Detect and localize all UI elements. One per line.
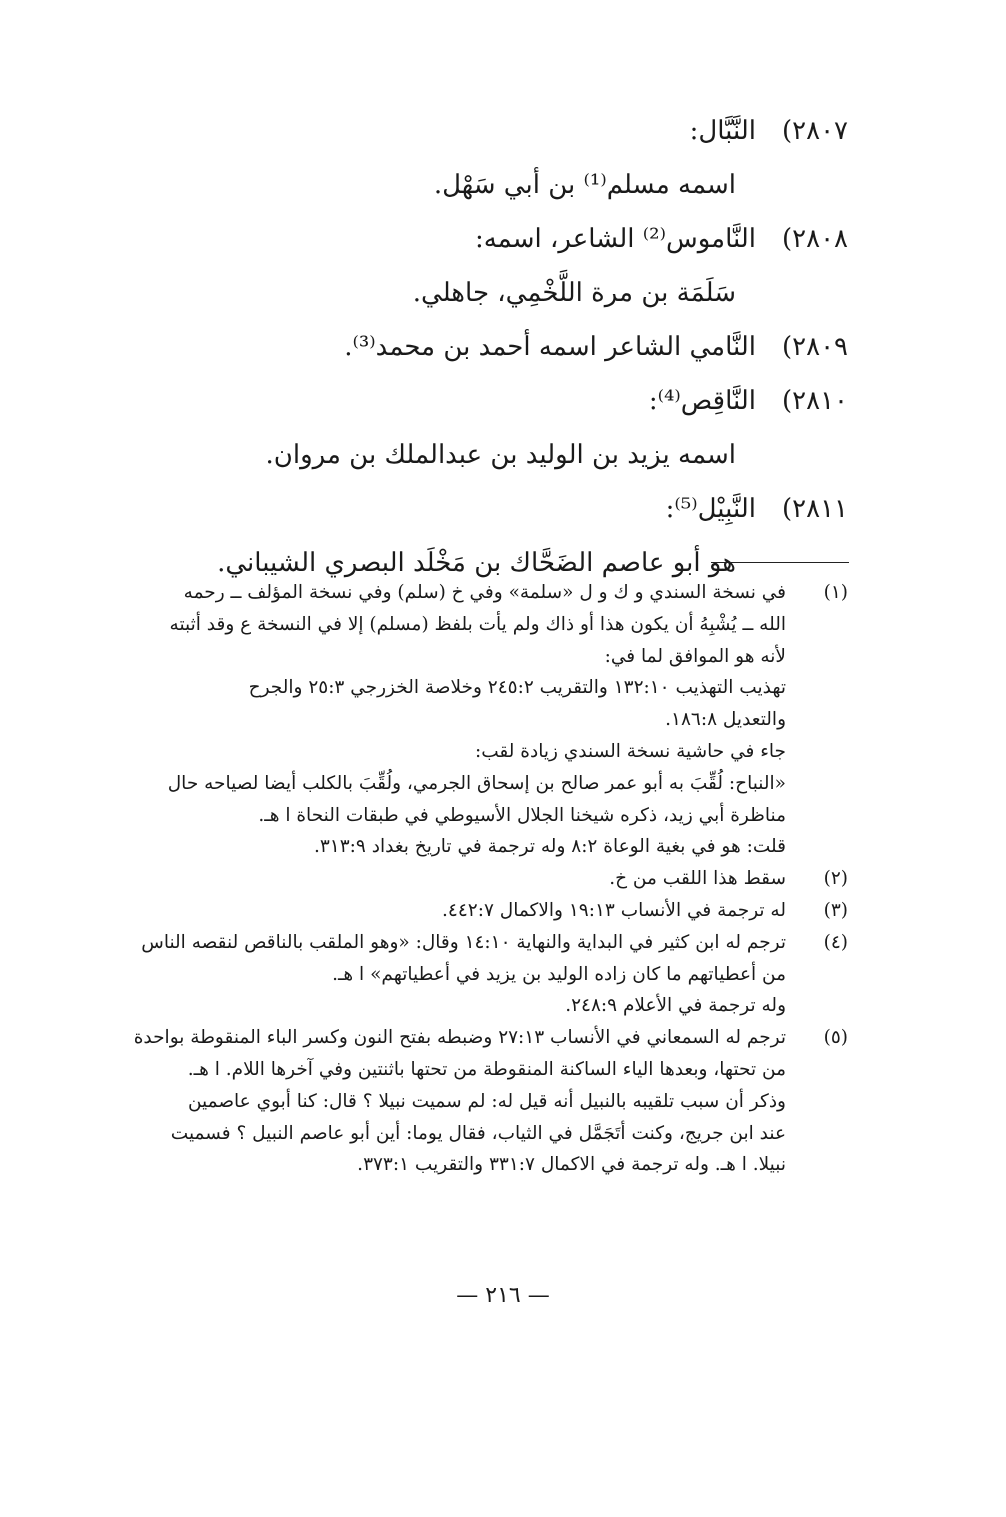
footnote-line: الله ــ يُشْبِهُ أن يكون هذا أو ذاك ولم يأت بلفظ (مسلم) إلا في النسخة ع وقد أثبته: [169, 613, 786, 635]
entry-title: النَّبِيْل⁽⁵⁾:: [665, 494, 756, 524]
footnote-line: والتعديل ١٨٦:٨.: [665, 709, 786, 731]
footnote-line: (٥) ترجم له السمعاني في الأنساب ٢٧:١٣ وضبطه بفتح النون وكسر الباء المنقوطة بواحدة: [136, 1025, 848, 1051]
footnote-line: (٢) سقط هذا اللقب من خ.: [136, 866, 848, 892]
entry-number: ٢٨٠٧): [781, 116, 848, 146]
entry-2807-heading: [128, 112, 848, 150]
footnote-line: وذكر أن سبب تلقيبه بالنبيل أنه قيل له: لم سميت نبيلا ؟ قال: كنا أبوي عاصمين: [187, 1090, 786, 1112]
footnote-number: (٤): [823, 931, 848, 953]
footnotes: [133, 580, 848, 1184]
entry-2807-body: اسمه مسلم⁽¹⁾ بن أبي سَهْل.: [433, 170, 736, 200]
entries-list: [128, 112, 848, 598]
page-number: — ٢١٦ —: [456, 1283, 550, 1308]
entry-title: النَّامي الشاعر اسمه أحمد بن محمد⁽³⁾.: [344, 332, 756, 362]
entry-title: النَّاموس⁽²⁾ الشاعر، اسمه:: [474, 224, 756, 254]
entry-2810-heading: [128, 382, 848, 420]
entry-2811-heading: [128, 490, 848, 528]
footnote-line: من أعطياتهم ما كان زاده الوليد بن يزيد في أعطياتهم» ا هـ.: [332, 963, 786, 985]
footnote-line: نبيلا. ا هـ. وله ترجمة في الاكمال ٣٣١:٧ والتقريب ٣٧٣:١.: [357, 1154, 786, 1176]
entry-number: ٢٨١٠): [781, 386, 848, 416]
entry-2808-heading: [128, 220, 848, 258]
footnote-line: مناظرة أبي زيد، ذكره شيخنا الجلال الأسيوطي في طبقات النحاة ا هـ.: [258, 804, 786, 826]
footnote-line: من تحتها، وبعدها الياء الساكنة المنقوطة من تحتها باثنتين وفي آخرها اللام. ا هـ.: [187, 1058, 786, 1080]
entry-2809-heading: [128, 328, 848, 366]
entry-title: النَّاقِص⁽⁴⁾:: [648, 386, 756, 416]
footnote-number: (٥): [823, 1027, 848, 1049]
footnote-number: (٢): [823, 868, 848, 890]
footnote-line: لأنه هو الموافق لما في:: [604, 645, 786, 667]
footnote-line: تهذيب التهذيب ١٣٢:١٠ والتقريب ٢٤٥:٢ وخلاصة الخزرجي ٢٥:٣ والجرح: [248, 677, 786, 699]
entry-2810-body: اسمه يزيد بن الوليد بن عبدالملك بن مروان.: [265, 440, 736, 470]
footnote-line: «النباح: لُقِّبَ به أبو عمر صالح بن إسحاق الجرمي، ولُقِّبَ بالكلب أيضا لصياحه حال: [167, 772, 786, 794]
entry-number: ٢٨١١): [781, 494, 848, 524]
footnote-line: عند ابن جريج، وكنت أتَجَمَّل في الثياب، فقال يوما: أين أبو عاصم النبيل ؟ فسميت: [170, 1122, 786, 1144]
entry-2808-body: سَلَمَة بن مرة اللَّخْمِي، جاهلي.: [412, 278, 736, 308]
footnote-line: (١) في نسخة السندي و ك و ل «سلمة» وفي خ (سلم) وفي نسخة المؤلف ــ رحمه: [136, 580, 848, 606]
entry-number: ٢٨٠٨): [781, 224, 848, 254]
footnote-line: (٤) ترجم له ابن كثير في البداية والنهاية ١٤:١٠ وقال: «وهو الملقب بالناقص لنقصه الناس: [136, 930, 848, 956]
entry-title: النَّبَّال:: [689, 116, 756, 146]
footnote-line: جاء في حاشية نسخة السندي زيادة لقب:: [474, 740, 786, 762]
entry-number: ٢٨٠٩): [781, 332, 848, 362]
footnote-separator: [711, 562, 849, 563]
footnote-number: (١): [823, 582, 848, 603]
footnote-line: قلت: هو في بغية الوعاة ٨:٢ وله ترجمة في تاريخ بغداد ٣١٣:٩.: [313, 836, 786, 858]
footnote-line: وله ترجمة في الأعلام ٢٤٨:٩.: [565, 995, 786, 1017]
entry-2811-body: هو أبو عاصم الضَحَّاك بن مَخْلَد البصري الشيباني.: [217, 548, 736, 578]
footnote-number: (٣): [823, 899, 848, 921]
footnote-line: (٣) له ترجمة في الأنساب ١٩:١٣ والاكمال ٤٤٢:٧.: [136, 898, 848, 924]
